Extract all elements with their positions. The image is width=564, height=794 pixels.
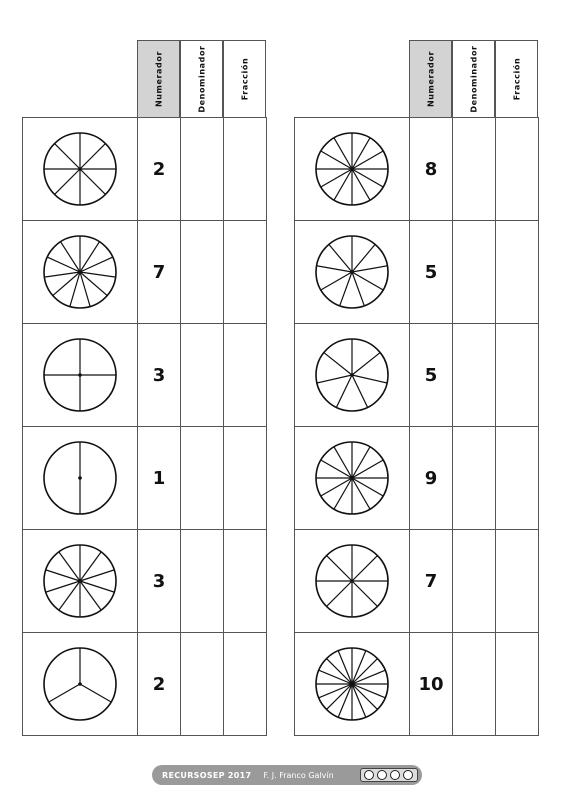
left-circle-cell	[23, 427, 138, 530]
left-denominador-blank[interactable]	[181, 324, 224, 427]
right-fraccion-blank[interactable]	[496, 427, 539, 530]
left-numerador-value: 7	[138, 221, 181, 324]
division-line	[317, 266, 352, 272]
right-circle-cell	[295, 633, 410, 736]
left-circle-cell	[23, 324, 138, 427]
right-row-5	[295, 530, 539, 633]
right-fraction-table	[294, 117, 539, 736]
left-numerador-value: 2	[138, 633, 181, 736]
division-line	[352, 353, 380, 375]
left-row-1	[23, 118, 267, 221]
fraction-circle-icon	[42, 234, 118, 310]
right-fraccion-blank[interactable]	[496, 118, 539, 221]
left-denominador-blank[interactable]	[181, 427, 224, 530]
left-fraccion-blank[interactable]	[224, 221, 267, 324]
center-dot	[78, 270, 82, 274]
left-circle-cell	[23, 118, 138, 221]
division-line	[49, 684, 80, 702]
left-denominador-blank[interactable]	[181, 530, 224, 633]
right-numerador-value: 9	[410, 427, 453, 530]
left-denominador-blank[interactable]	[181, 118, 224, 221]
left-numerador-value: 3	[138, 530, 181, 633]
division-line	[59, 552, 80, 581]
right-circle-cell	[295, 324, 410, 427]
right-row-6	[295, 633, 539, 736]
left-numerador-value: 3	[138, 324, 181, 427]
center-dot	[350, 373, 354, 377]
fraction-circle-icon	[42, 646, 118, 722]
fraction-circle-icon	[314, 234, 390, 310]
center-dot	[350, 270, 354, 274]
right-denominador-blank[interactable]	[453, 118, 496, 221]
left-header-fraccion-label: Fracción	[240, 57, 249, 101]
division-line	[352, 581, 377, 606]
right-row-2	[295, 221, 539, 324]
fraction-circle-icon	[314, 440, 390, 516]
center-dot	[350, 579, 354, 583]
right-row-3	[295, 324, 539, 427]
left-header-fraccion	[223, 40, 266, 118]
division-line	[80, 581, 114, 592]
right-header-fraccion-label: Fracción	[512, 57, 521, 101]
division-line	[55, 144, 80, 169]
division-line	[327, 581, 352, 606]
left-fraccion-blank[interactable]	[224, 118, 267, 221]
division-line	[46, 581, 80, 592]
division-line	[352, 659, 377, 684]
right-denominador-blank[interactable]	[453, 633, 496, 736]
division-line	[80, 144, 105, 169]
division-line	[352, 272, 364, 306]
right-circle-cell	[295, 118, 410, 221]
right-circle-cell	[295, 427, 410, 530]
division-line	[340, 272, 352, 306]
left-circle-cell	[23, 530, 138, 633]
division-line	[329, 244, 352, 272]
center-dot	[350, 476, 354, 480]
left-fraccion-blank[interactable]	[224, 324, 267, 427]
center-dot	[78, 579, 82, 583]
footer-author: F. J. Franco Galvín	[263, 770, 334, 780]
left-numerador-value: 1	[138, 427, 181, 530]
division-line	[352, 272, 383, 290]
division-line	[80, 552, 101, 581]
right-fraccion-blank[interactable]	[496, 221, 539, 324]
division-line	[317, 375, 352, 383]
right-fraccion-blank[interactable]	[496, 324, 539, 427]
center-dot	[78, 682, 82, 686]
left-header-denominador	[180, 40, 223, 118]
right-header-fraccion	[495, 40, 538, 118]
division-line	[46, 570, 80, 581]
fraction-circle-icon	[314, 646, 390, 722]
left-circle-cell	[23, 221, 138, 324]
right-fraccion-blank[interactable]	[496, 530, 539, 633]
division-line	[80, 684, 111, 702]
left-row-5	[23, 530, 267, 633]
right-circle-cell	[295, 221, 410, 324]
division-line	[327, 556, 352, 581]
right-header-denominador	[452, 40, 495, 118]
center-dot	[350, 682, 354, 686]
right-circle-cell	[295, 530, 410, 633]
division-line	[336, 375, 352, 407]
left-header-numerador-label: Numerador	[154, 50, 163, 108]
right-header-numerador	[409, 40, 452, 118]
right-denominador-blank[interactable]	[453, 221, 496, 324]
fraction-circle-icon	[314, 337, 390, 413]
right-row-1	[295, 118, 539, 221]
right-denominador-blank[interactable]	[453, 530, 496, 633]
division-line	[352, 556, 377, 581]
fraction-circle-icon	[42, 337, 118, 413]
division-line	[59, 581, 80, 610]
division-line	[80, 570, 114, 581]
division-line	[352, 266, 387, 272]
left-header-denominador-label: Denominador	[197, 45, 206, 113]
division-line	[327, 684, 352, 709]
right-fraccion-blank[interactable]	[496, 633, 539, 736]
right-header-denominador-label: Denominador	[469, 45, 478, 113]
fraction-circle-icon	[42, 543, 118, 619]
left-row-3	[23, 324, 267, 427]
left-fraccion-blank[interactable]	[224, 633, 267, 736]
fraction-circle-icon	[42, 440, 118, 516]
left-numerador-value: 2	[138, 118, 181, 221]
footer-bar	[152, 765, 422, 785]
right-row-4	[295, 427, 539, 530]
left-fraction-table	[22, 117, 267, 736]
right-numerador-value: 10	[410, 633, 453, 736]
right-denominador-blank[interactable]	[453, 427, 496, 530]
center-dot	[78, 167, 82, 171]
left-row-4	[23, 427, 267, 530]
left-circle-cell	[23, 633, 138, 736]
right-numerador-value: 7	[410, 530, 453, 633]
left-fraccion-blank[interactable]	[224, 427, 267, 530]
left-fraccion-blank[interactable]	[224, 530, 267, 633]
footer-brand: RECURSOSEP 2017	[162, 770, 252, 780]
right-numerador-value: 5	[410, 324, 453, 427]
division-line	[321, 272, 352, 290]
center-dot	[78, 476, 82, 480]
right-numerador-value: 8	[410, 118, 453, 221]
division-line	[324, 353, 352, 375]
division-line	[352, 244, 375, 272]
left-row-6	[23, 633, 267, 736]
left-row-2	[23, 221, 267, 324]
division-line	[55, 169, 80, 194]
left-header-numerador	[137, 40, 180, 118]
center-dot	[350, 167, 354, 171]
left-denominador-blank[interactable]	[181, 633, 224, 736]
right-denominador-blank[interactable]	[453, 324, 496, 427]
cc-license-icon	[360, 768, 418, 782]
fraction-circle-icon	[314, 543, 390, 619]
division-line	[352, 375, 368, 407]
division-line	[80, 169, 105, 194]
fraction-circle-icon	[314, 131, 390, 207]
left-denominador-blank[interactable]	[181, 221, 224, 324]
division-line	[352, 375, 387, 383]
center-dot	[78, 373, 82, 377]
fraction-circle-icon	[42, 131, 118, 207]
division-line	[327, 659, 352, 684]
division-line	[352, 684, 377, 709]
right-numerador-value: 5	[410, 221, 453, 324]
right-header-numerador-label: Numerador	[426, 50, 435, 108]
division-line	[80, 581, 101, 610]
